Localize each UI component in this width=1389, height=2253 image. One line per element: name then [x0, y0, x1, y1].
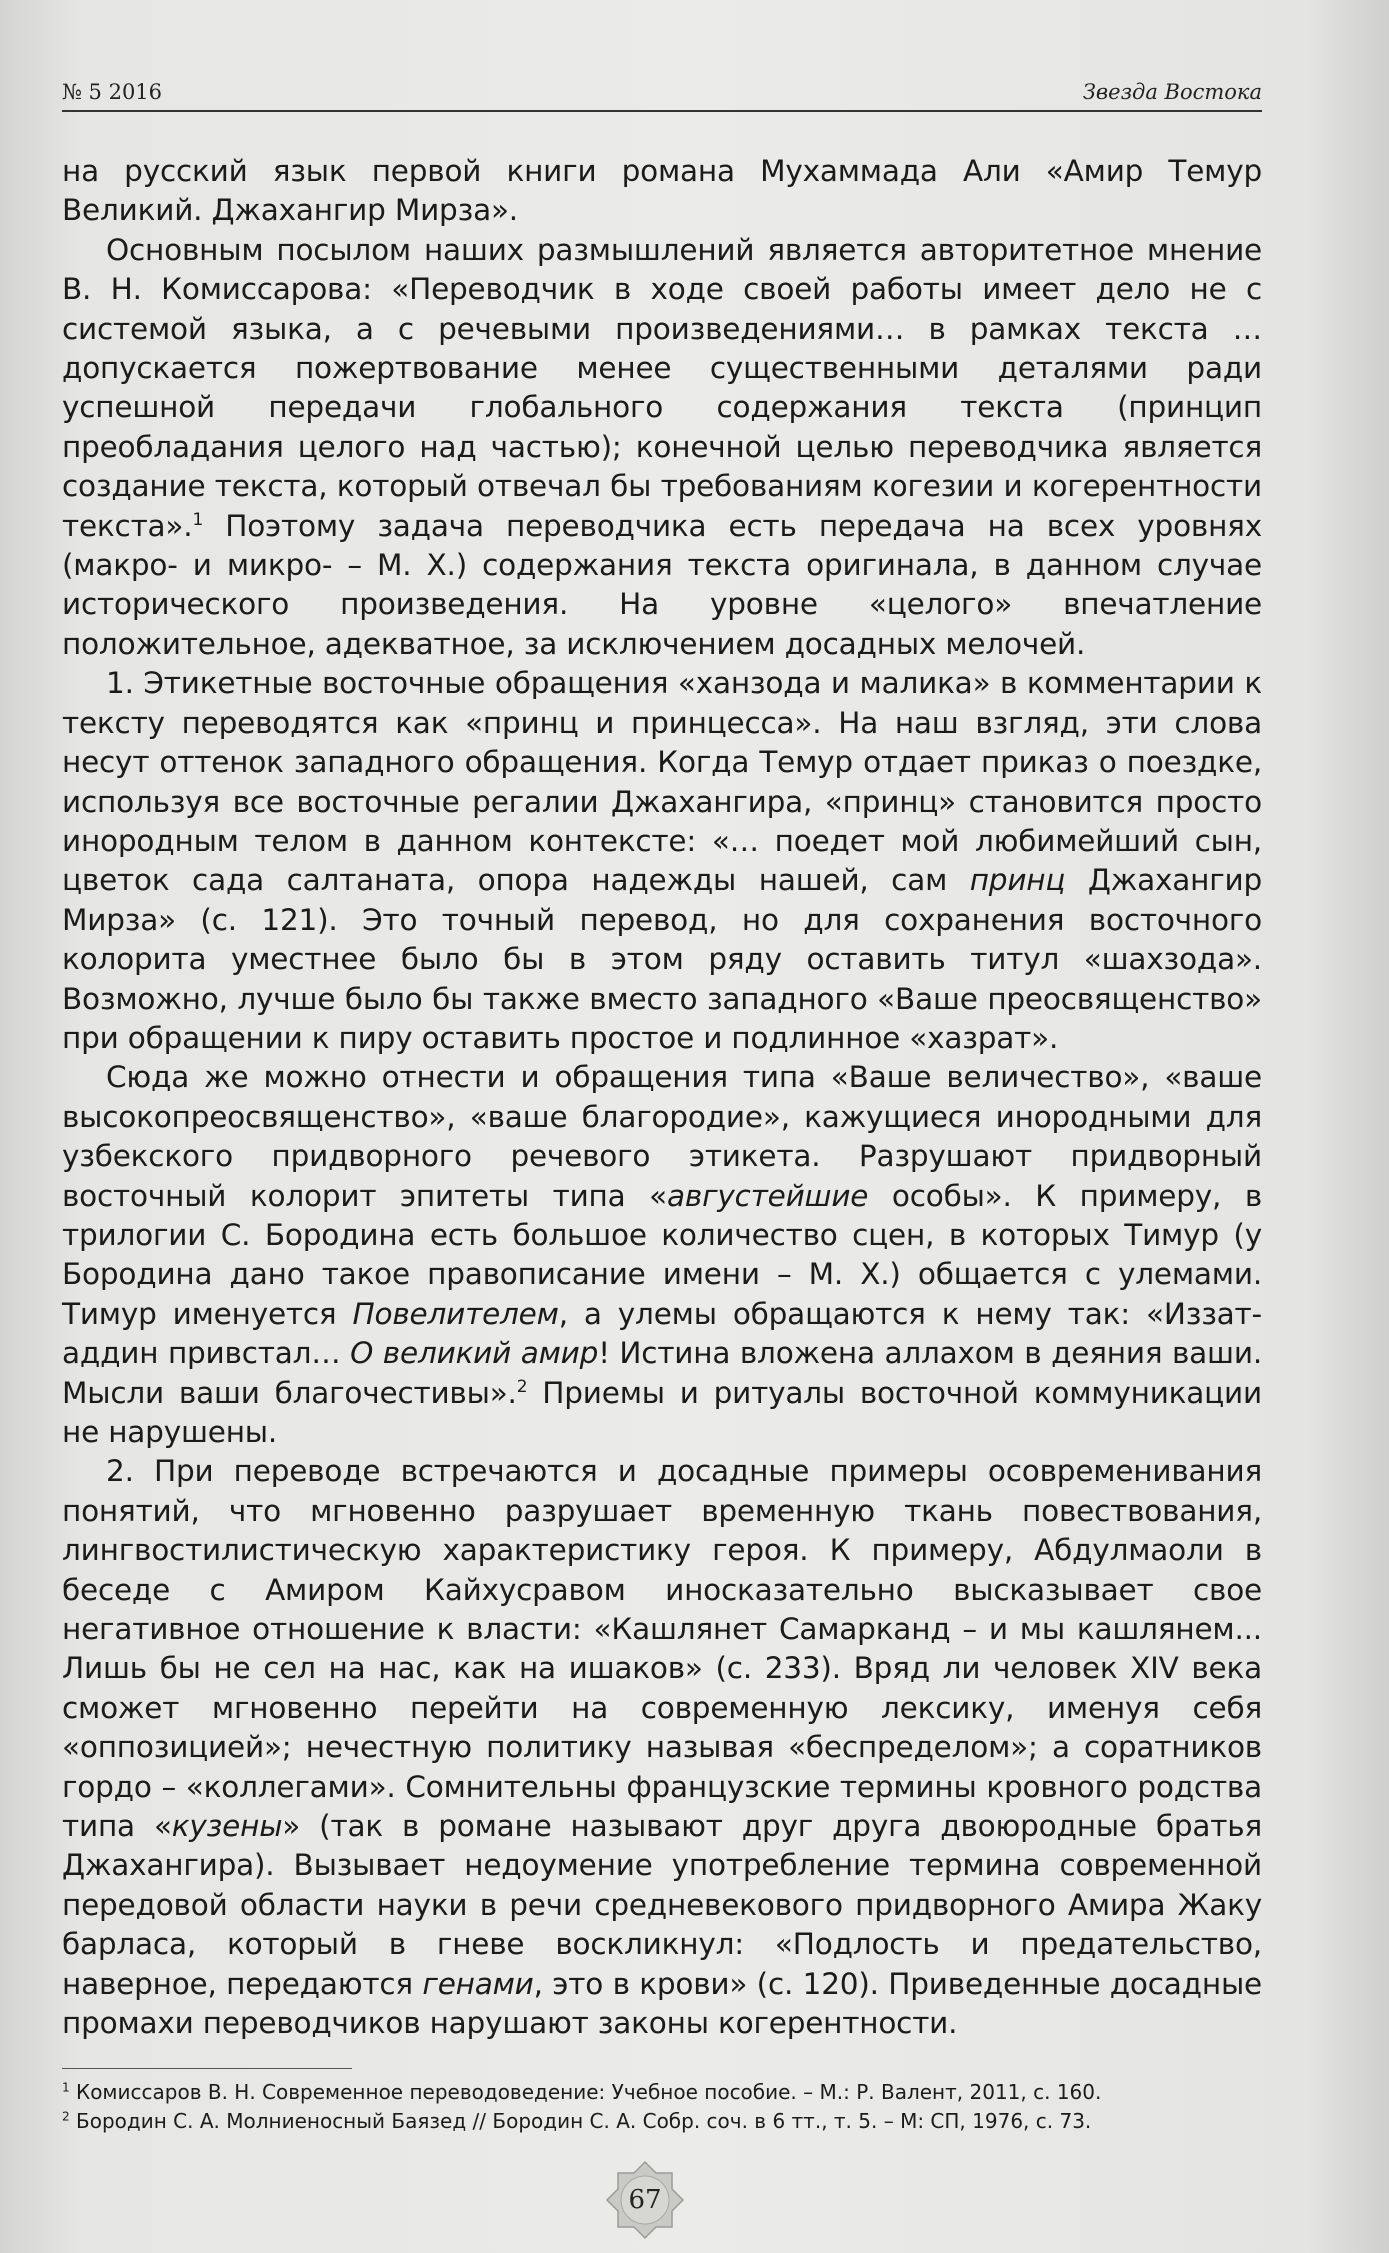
footnote-ref: 2 [516, 1376, 528, 1397]
paragraph [62, 664, 1262, 1058]
text-run: Джахангир Мирза» (с. 121). Это точный перевод, но для сохранения восточного колорита уместнее было бы в этом ряду оставить титул «шахзода». Возможно, лучше было бы также вместо западного «Ваше преосвященство» при обращении к пиру оставить простое и подлинное «хазрат». [62, 863, 1262, 1055]
italic-run: генами [422, 1966, 534, 2001]
issue-number: № 5 2016 [62, 80, 163, 104]
text-run: ! Истина вложена аллахом в деяния ваши. Мысли ваши благочестивы». [62, 1336, 1262, 1410]
italic-run: кузены [171, 1809, 283, 1844]
paragraph [62, 231, 1262, 664]
italic-run: принц [969, 863, 1066, 898]
paragraph [62, 152, 1262, 231]
footnote-number: 1 [62, 2080, 70, 2095]
text-run: , а улемы обращаются к нему так: «Иззат-аддин привстал… [62, 1296, 1262, 1371]
text-run: особы». К примеру, в трилогии С. Бородина есть большое количество сцен, в которых Тимур (у Бородина дано такое правописание имени – М. Х.) общается с улемами. Тимур именуется [62, 1178, 1263, 1331]
journal-title: Звезда Востока [1082, 80, 1262, 104]
italic-run: августейшие [667, 1178, 869, 1213]
italic-run: О великий амир [350, 1336, 599, 1371]
paragraph [62, 1452, 1262, 2043]
footnote-ref: 1 [192, 509, 204, 530]
running-header [62, 80, 1262, 112]
paragraph [62, 1058, 1262, 1452]
page-number: 67 [628, 2185, 662, 2215]
footnote-text: Комиссаров В. Н. Современное переводоведение: Учебное пособие. – М.: Р. Валент, 2011, с. 160. [69, 2080, 1102, 2104]
text-run: » (так в романе называют друг друга двоюродные братья Джахангира). Вызывает недоумение употребление термина современной передовой области науки в речи средневекового придворного Амира Жаку барласа, который в гневе воскликнул: «Подлость и предательство, наверное, передаются [62, 1809, 1262, 2001]
page-number-badge [605, 2160, 685, 2240]
footnote [62, 2107, 1262, 2136]
footnote [62, 2078, 1262, 2107]
footnote-text: Бородин С. А. Молниеносный Баязед // Бородин С. А. Собр. соч. в 6 тт., т. 5. – М: СП, 1976, с. 73. [69, 2109, 1092, 2133]
footnote-rule [62, 2068, 352, 2069]
text-run: на русский язык первой книги романа Мухаммада Али «Амир Темур Великий. Джахангир Мирза». [62, 154, 1262, 228]
text-run: 2. При переводе встречаются и досадные примеры осовременивания понятий, что мгновенно разрушает временную ткань повествования, лингвостилистическую характеристику героя. К примеру, Абдулмаоли в беседе с Амиром Кайхусравом иносказательно высказывает свое негативное отношение к власти: «Кашлянет Самарканд – и мы кашлянем... Лишь бы не сел на нас, как на ишаков» (с. 233). Вряд ли человек XIV века сможет мгновенно перейти на современную лексику, именуя себя «оппозицией»; нечестную политику называя «беспределом»; а соратников гордо – «коллегами». Сомнительны французские термины кровного родства типа « [62, 1454, 1262, 1844]
italic-run: Повелителем [352, 1296, 559, 1331]
text-run: Поэтому задача переводчика есть передача на всех уровнях (макро- и микро- – М. Х.) содержания текста оригинала, в данном случае исторического произведения. На уровне «целого» впечатление положительное, адекватное, за исключением досадных мелочей. [62, 508, 1262, 661]
text-run: Приемы и ритуалы восточной коммуникации не нарушены. [62, 1375, 1262, 1449]
text-run: Сюда же можно отнести и обращения типа «Ваше величество», «ваше высокопреосвященство», «ваше благородие», кажущиеся инородными для узбекского придворного речевого этикета. Разрушают придворный восточный колорит эпитеты типа « [62, 1060, 1262, 1213]
footnotes [62, 2078, 1262, 2136]
article-body [62, 152, 1262, 2044]
footnote-number: 2 [62, 2109, 70, 2124]
header-rule [62, 110, 1262, 112]
text-run: 1. Этикетные восточные обращения «ханзода и малика» в комментарии к тексту переводятся как «принц и принцесса». На наш взгляд, эти слова несут оттенок западного обращения. Когда Темур отдает приказ о поездке, используя все восточные регалии Джахангира, «принц» становится просто инородным телом в данном контексте: «… поедет мой любимейший сын, цветок сада салтаната, опора надежды нашей, сам [62, 666, 1262, 898]
text-run: Основным посылом наших размышлений является авторитетное мнение В. Н. Комиссарова: «Переводчик в ходе своей работы имеет дело не с системой языка, а с речевыми произведениями… в рамках текста … допускается пожертвование менее существенными деталями ради успешной передачи глобального содержания текста (принцип преобладания целого над частью); конечной целью переводчика является создание текста, который отвечал бы требованиям когезии и когерентности текста». [62, 232, 1262, 543]
text-run: , это в крови» (с. 120). Приведенные досадные промахи переводчиков нарушают законы когерентности. [62, 1966, 1263, 2041]
